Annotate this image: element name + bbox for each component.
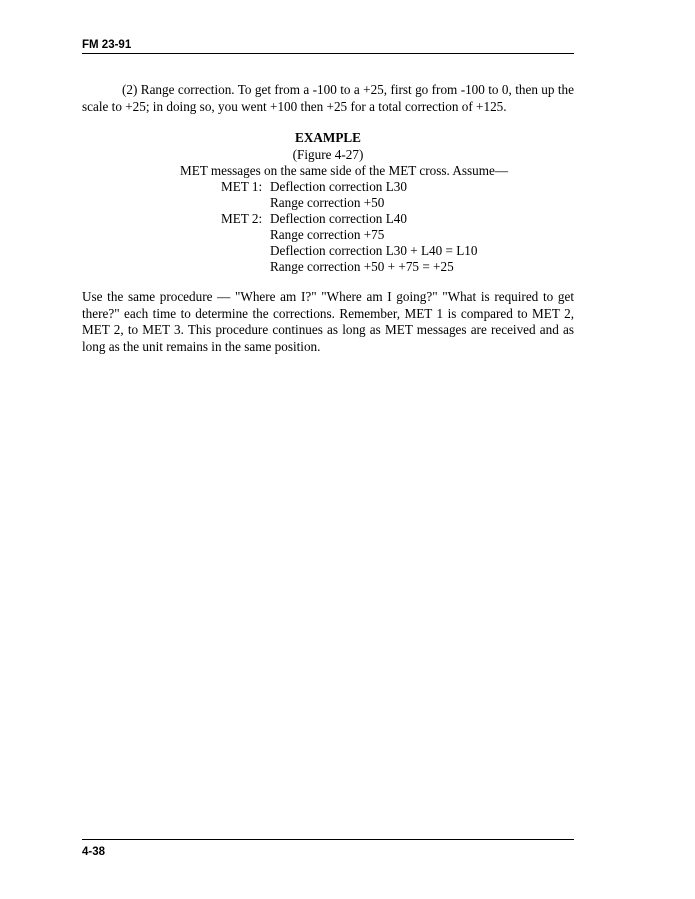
met1-label: MET 1:: [221, 179, 263, 194]
range-correction-paragraph: (2) Range correction. To get from a -100 to a +25, first go from -100 to 0, then up the scale to +25; in doing so, you went +100 then +25 for a total correction of +125.: [82, 82, 574, 114]
met2-deflection: Deflection correction L40: [270, 211, 407, 226]
met2-range-total: Range correction +50 + +75 = +25: [270, 259, 454, 274]
header-rule: [82, 53, 574, 54]
met2-range: Range correction +75: [270, 227, 385, 242]
document-id: FM 23-91: [82, 39, 132, 51]
example-intro: MET messages on the same side of the MET cross. Assume—: [180, 163, 509, 178]
page-number: 4-38: [82, 846, 106, 858]
procedure-paragraph: Use the same procedure — "Where am I?" "Where am I going?" "What is required to get there?" each time to determine the corrections. Remember, MET 1 is compared to MET 2, MET 2, to MET 3. This procedure continues as long as MET messages are received and as long as the unit remains in the same position.: [82, 289, 574, 354]
met2-deflection-total: Deflection correction L30 + L40 = L10: [270, 243, 478, 258]
footer-rule: [82, 839, 574, 840]
example-title: EXAMPLE: [295, 130, 361, 145]
example-figure-reference: (Figure 4-27): [292, 147, 364, 162]
met1-deflection: Deflection correction L30: [270, 179, 407, 194]
met1-range: Range correction +50: [270, 195, 385, 210]
met2-label: MET 2:: [221, 211, 263, 226]
